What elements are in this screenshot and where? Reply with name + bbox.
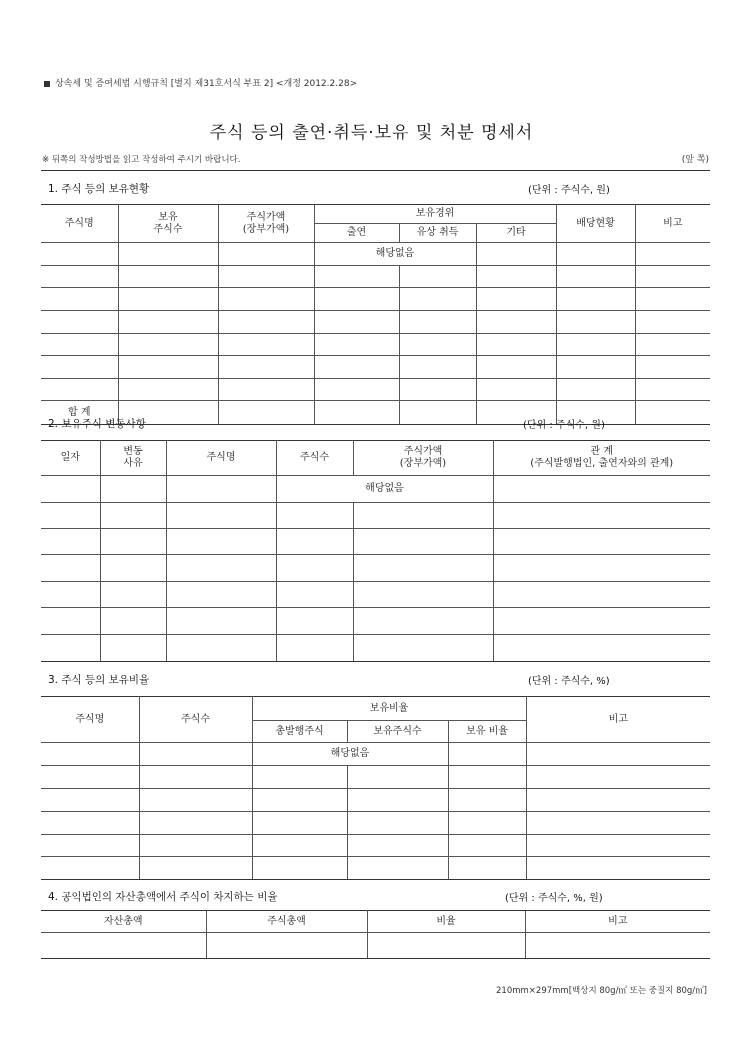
col-header-count: 주식수 [139,697,252,743]
table-cell [526,857,710,880]
square-bullet-icon [44,81,50,87]
table-cell [206,933,367,959]
table-cell [476,379,556,401]
table-cell [41,266,118,288]
table-cell [100,608,166,635]
col-header-date: 일자 [41,441,100,476]
table-cell [399,379,476,401]
table-cell [399,334,476,356]
table-cell [635,334,710,356]
col-header-source: 보유경위 [314,205,556,224]
table-cell [476,334,556,356]
table-cell [493,529,710,555]
holdings-table [41,204,710,425]
top-rule [41,170,710,171]
col-header-holding: 보유 주식수 [118,205,218,243]
table-cell [166,582,276,608]
table-cell [353,608,493,635]
table-cell [252,857,347,880]
table-cell [41,608,100,635]
table-cell [218,288,314,311]
table-row [41,835,710,857]
form-header: 상속세 및 증여세법 시행규칙 [별지 제31호서식 부표 2] <개정 2012.2.28> [44,76,357,89]
table-cell [399,288,476,311]
col-header-remarks: 비고 [635,205,710,243]
table-cell [399,266,476,288]
table-cell [41,789,139,812]
table-cell [166,476,276,503]
section3-title: 3. 주식 등의 보유비율 [48,674,150,686]
table-row [41,555,710,582]
table-cell [41,812,139,835]
table-cell [41,857,139,880]
table-cell [118,356,218,379]
table-cell [139,835,252,857]
paper-spec-footer: 210mm×297mm[백상지 80g/㎡ 또는 중질지 80g/㎡] [496,986,707,996]
table-row [41,635,710,662]
table-cell [635,311,710,334]
table-row [41,356,710,379]
table-cell [276,582,353,608]
table-cell [476,243,556,266]
table-cell [556,311,635,334]
table-cell [276,608,353,635]
table-cell [41,743,139,766]
table-cell [635,356,710,379]
table-cell [367,933,525,959]
table-cell [526,789,710,812]
table-cell [347,766,448,789]
table-cell [41,288,118,311]
asset-ratio-table [41,910,710,959]
table-row [41,789,710,812]
col-header-contribution: 출연 [314,224,399,243]
table-cell [493,555,710,582]
table-cell [252,835,347,857]
table-cell [41,933,206,959]
table-row [41,857,710,880]
asset-ratio-header-row [41,911,710,933]
section1-title: 1. 주식 등의 보유현황 [48,183,150,195]
table-cell [41,356,118,379]
table-row [41,766,710,789]
table-cell [493,503,710,529]
table-cell [252,766,347,789]
table-row [41,266,710,288]
table-cell [100,635,166,662]
table-cell [41,503,100,529]
table-cell [347,857,448,880]
table-cell [41,334,118,356]
table-cell [118,379,218,401]
page-title: 주식 등의 출연·취득·보유 및 처분 명세서 [209,123,534,143]
table-cell [314,356,399,379]
section4-unit: (단위 : 주식수, %, 원) [505,893,603,904]
table-cell [526,812,710,835]
table-row [41,334,710,356]
table-cell [252,789,347,812]
table-cell [314,266,399,288]
table-cell [41,582,100,608]
table-cell [493,608,710,635]
table-cell [218,243,314,266]
table-cell [448,789,526,812]
table-cell [100,529,166,555]
table-cell [218,266,314,288]
empty-notice: 해당없음 [314,243,476,266]
table-row [41,582,710,608]
table-cell [448,766,526,789]
col-header-relation: 관 계 (주식발행법인, 출연자와의 관계) [493,441,710,476]
col-header-dividend: 배당현황 [556,205,635,243]
table-cell [526,766,710,789]
table-cell [139,789,252,812]
col-header-par-value: 주식가액 (장부가액) [353,441,493,476]
col-header-ratio: 비율 [367,911,525,933]
table-cell [41,529,100,555]
empty-notice: 해당없음 [252,743,448,766]
table-cell [118,288,218,311]
changes-table [41,440,710,662]
col-header-other: 기타 [476,224,556,243]
total-label: 합 계 [41,401,118,425]
table-cell [493,476,710,503]
table-cell [218,401,314,425]
table-cell [353,503,493,529]
table-cell [252,812,347,835]
table-cell [139,766,252,789]
section2-title: 2. 보유주식 변동사항 [48,418,146,430]
table-cell [41,476,100,503]
table-cell [493,635,710,662]
table-cell [100,555,166,582]
col-header-total-assets: 자산총액 [41,911,206,933]
table-cell [166,503,276,529]
table-cell [476,266,556,288]
table-cell [353,635,493,662]
col-header-reason: 변동 사유 [100,441,166,476]
col-header-stock: 주식명 [41,205,118,243]
table-cell [41,555,100,582]
table-cell [399,356,476,379]
table-cell [556,288,635,311]
table-row [41,933,710,959]
table-cell [556,379,635,401]
table-cell [139,743,252,766]
col-header-ratio: 보유비율 [252,697,526,721]
table-cell [399,311,476,334]
table-cell [276,555,353,582]
table-cell [347,789,448,812]
table-cell [476,356,556,379]
table-cell [353,582,493,608]
table-cell [347,812,448,835]
table-cell [100,503,166,529]
table-cell [314,334,399,356]
col-header-total-issued: 총발행주식 [252,721,347,743]
table-row [41,812,710,835]
table-cell [100,582,166,608]
table-cell [635,288,710,311]
table-cell [118,311,218,334]
table-row [41,243,710,266]
table-cell [526,743,710,766]
table-cell [276,529,353,555]
table-cell [399,401,476,425]
col-header-stock: 주식명 [41,697,139,743]
table-cell [353,555,493,582]
table-cell [314,288,399,311]
col-header-stock: 주식명 [166,441,276,476]
holdings-header-row [41,205,710,224]
table-cell [41,766,139,789]
table-cell [218,334,314,356]
ratio-table [41,696,710,880]
table-row [41,608,710,635]
table-cell [556,243,635,266]
table-cell [476,288,556,311]
instruction-note: ※ 뒤쪽의 작성방법을 읽고 작성하여 주시기 바랍니다. [42,155,241,165]
table-cell [635,266,710,288]
table-cell [41,379,118,401]
table-cell [493,582,710,608]
table-row [41,311,710,334]
table-row [41,288,710,311]
table-cell [100,476,166,503]
table-cell [526,835,710,857]
table-cell [218,311,314,334]
table-cell [139,812,252,835]
table-cell [448,835,526,857]
table-cell [166,555,276,582]
page-side-label: (앞 쪽) [681,155,709,165]
table-row [41,529,710,555]
section4-title: 4. 공익법인의 자산총액에서 주식이 차지하는 비율 [48,891,278,903]
table-cell [556,266,635,288]
table-row [41,743,710,766]
table-cell [276,503,353,529]
table-cell [41,835,139,857]
col-header-stock-total: 주식총액 [206,911,367,933]
section2-unit: (단위 : 주식수, 원) [523,420,605,431]
table-cell [276,635,353,662]
table-cell [353,529,493,555]
col-header-hold-ratio: 보유 비율 [448,721,526,743]
table-cell [314,401,399,425]
table-cell [556,356,635,379]
table-cell [118,266,218,288]
section1-unit: (단위 : 주식수, 원) [528,185,610,196]
table-cell [139,857,252,880]
col-header-count: 주식수 [276,441,353,476]
table-cell [218,356,314,379]
empty-notice: 해당없음 [276,476,493,503]
table-cell [118,243,218,266]
section3-unit: (단위 : 주식수, %) [528,676,610,687]
table-cell [41,243,118,266]
changes-header-row [41,441,710,476]
table-cell [476,311,556,334]
table-cell [448,857,526,880]
table-cell [218,379,314,401]
col-header-remarks: 비고 [526,697,710,743]
table-cell [347,835,448,857]
table-cell [166,608,276,635]
table-cell [635,243,710,266]
table-cell [314,379,399,401]
table-cell [448,812,526,835]
table-row [41,503,710,529]
table-cell [41,311,118,334]
table-row [41,476,710,503]
table-cell [635,401,710,425]
table-cell [166,529,276,555]
table-cell [448,743,526,766]
table-cell [635,379,710,401]
table-cell [314,311,399,334]
table-row [41,379,710,401]
table-cell [41,635,100,662]
table-cell [525,933,710,959]
col-header-held-shares: 보유주식수 [347,721,448,743]
table-cell [556,334,635,356]
col-header-remarks: 비고 [525,911,710,933]
table-cell [166,635,276,662]
col-header-paid-acquisition: 유상 취득 [399,224,476,243]
table-cell [118,334,218,356]
ratio-header-row [41,697,710,721]
col-header-par-value: 주식가액 (장부가액) [218,205,314,243]
